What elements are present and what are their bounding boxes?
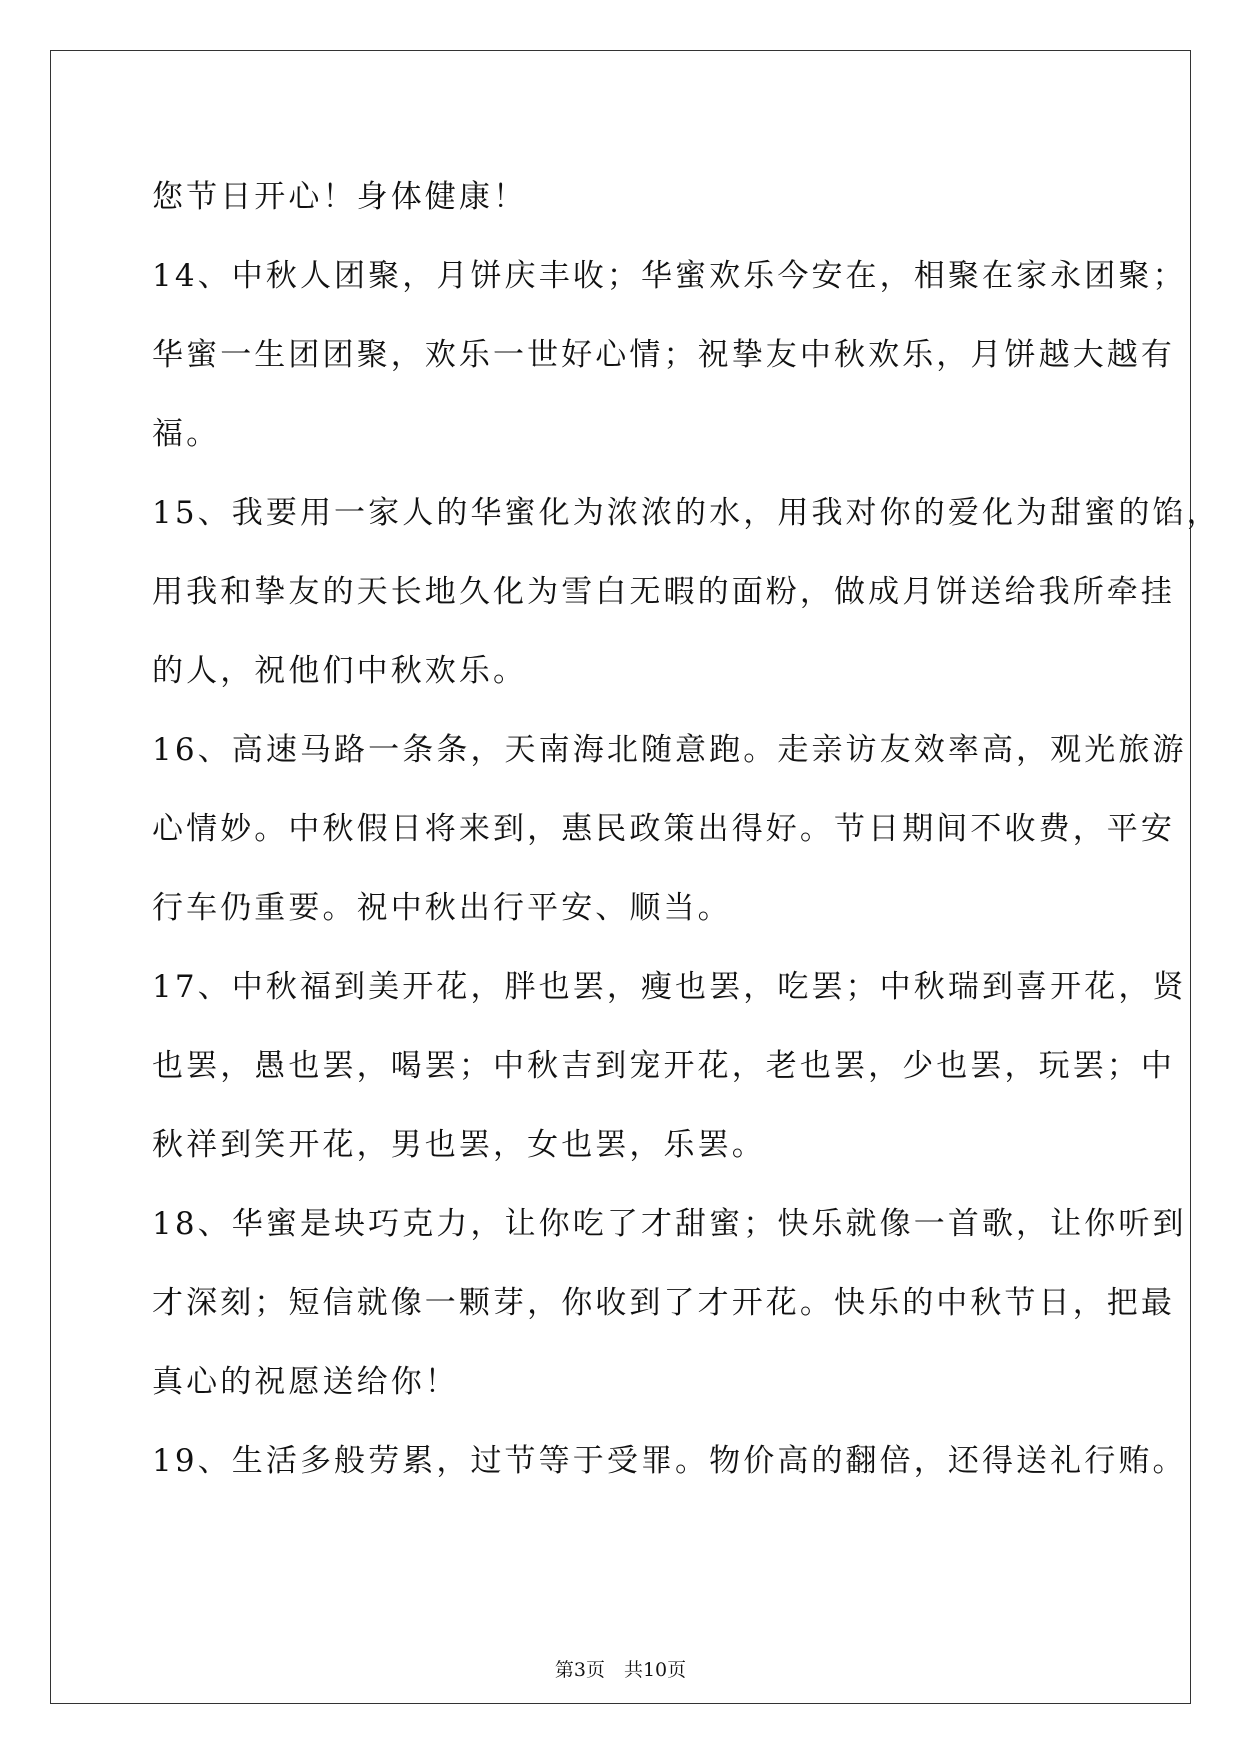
text-line: 华蜜一生团团聚，欢乐一世好心情；祝挚友中秋欢乐，月饼越大越有: [152, 337, 1175, 373]
text-line: 16、高速马路一条条，天南海北随意跑。走亲访友效率高，观光旅游: [152, 732, 1187, 768]
text-line: 18、华蜜是块巧克力，让你吃了才甜蜜；快乐就像一首歌，让你听到: [152, 1206, 1187, 1242]
text-line: 也罢，愚也罢，喝罢；中秋吉到宠开花，老也罢，少也罢，玩罢；中: [152, 1048, 1175, 1084]
text-line: 才深刻；短信就像一颗芽，你收到了才开花。快乐的中秋节日，把最: [152, 1285, 1175, 1321]
page-number-footer: 第3页 共10页: [554, 1659, 687, 1681]
text-line: 14、中秋人团聚，月饼庆丰收；华蜜欢乐今安在，相聚在家永团聚；: [152, 258, 1187, 294]
text-line: 秋祥到笑开花，男也罢，女也罢，乐罢。: [152, 1127, 766, 1163]
document-body: [152, 158, 1221, 1501]
text-line: 您节日开心！身体健康！: [152, 179, 528, 215]
text-line: 行车仍重要。祝中秋出行平安、顺当。: [152, 890, 732, 926]
text-line: 17、中秋福到美开花，胖也罢，瘦也罢，吃罢；中秋瑞到喜开花，贤: [152, 969, 1187, 1005]
text-line: 心情妙。中秋假日将来到，惠民政策出得好。节日期间不收费，平安: [152, 811, 1175, 847]
text-line: 的人，祝他们中秋欢乐。: [152, 653, 528, 689]
text-line: 19、生活多般劳累，过节等于受罪。物价高的翻倍，还得送礼行贿。: [152, 1443, 1187, 1479]
text-line: 真心的祝愿送给你！: [152, 1364, 459, 1400]
text-line: 用我和挚友的天长地久化为雪白无暇的面粉，做成月饼送给我所牵挂: [152, 574, 1175, 610]
text-line: 15、我要用一家人的华蜜化为浓浓的水，用我对你的爱化为甜蜜的馅，: [152, 495, 1221, 531]
text-line: 福。: [152, 416, 221, 452]
